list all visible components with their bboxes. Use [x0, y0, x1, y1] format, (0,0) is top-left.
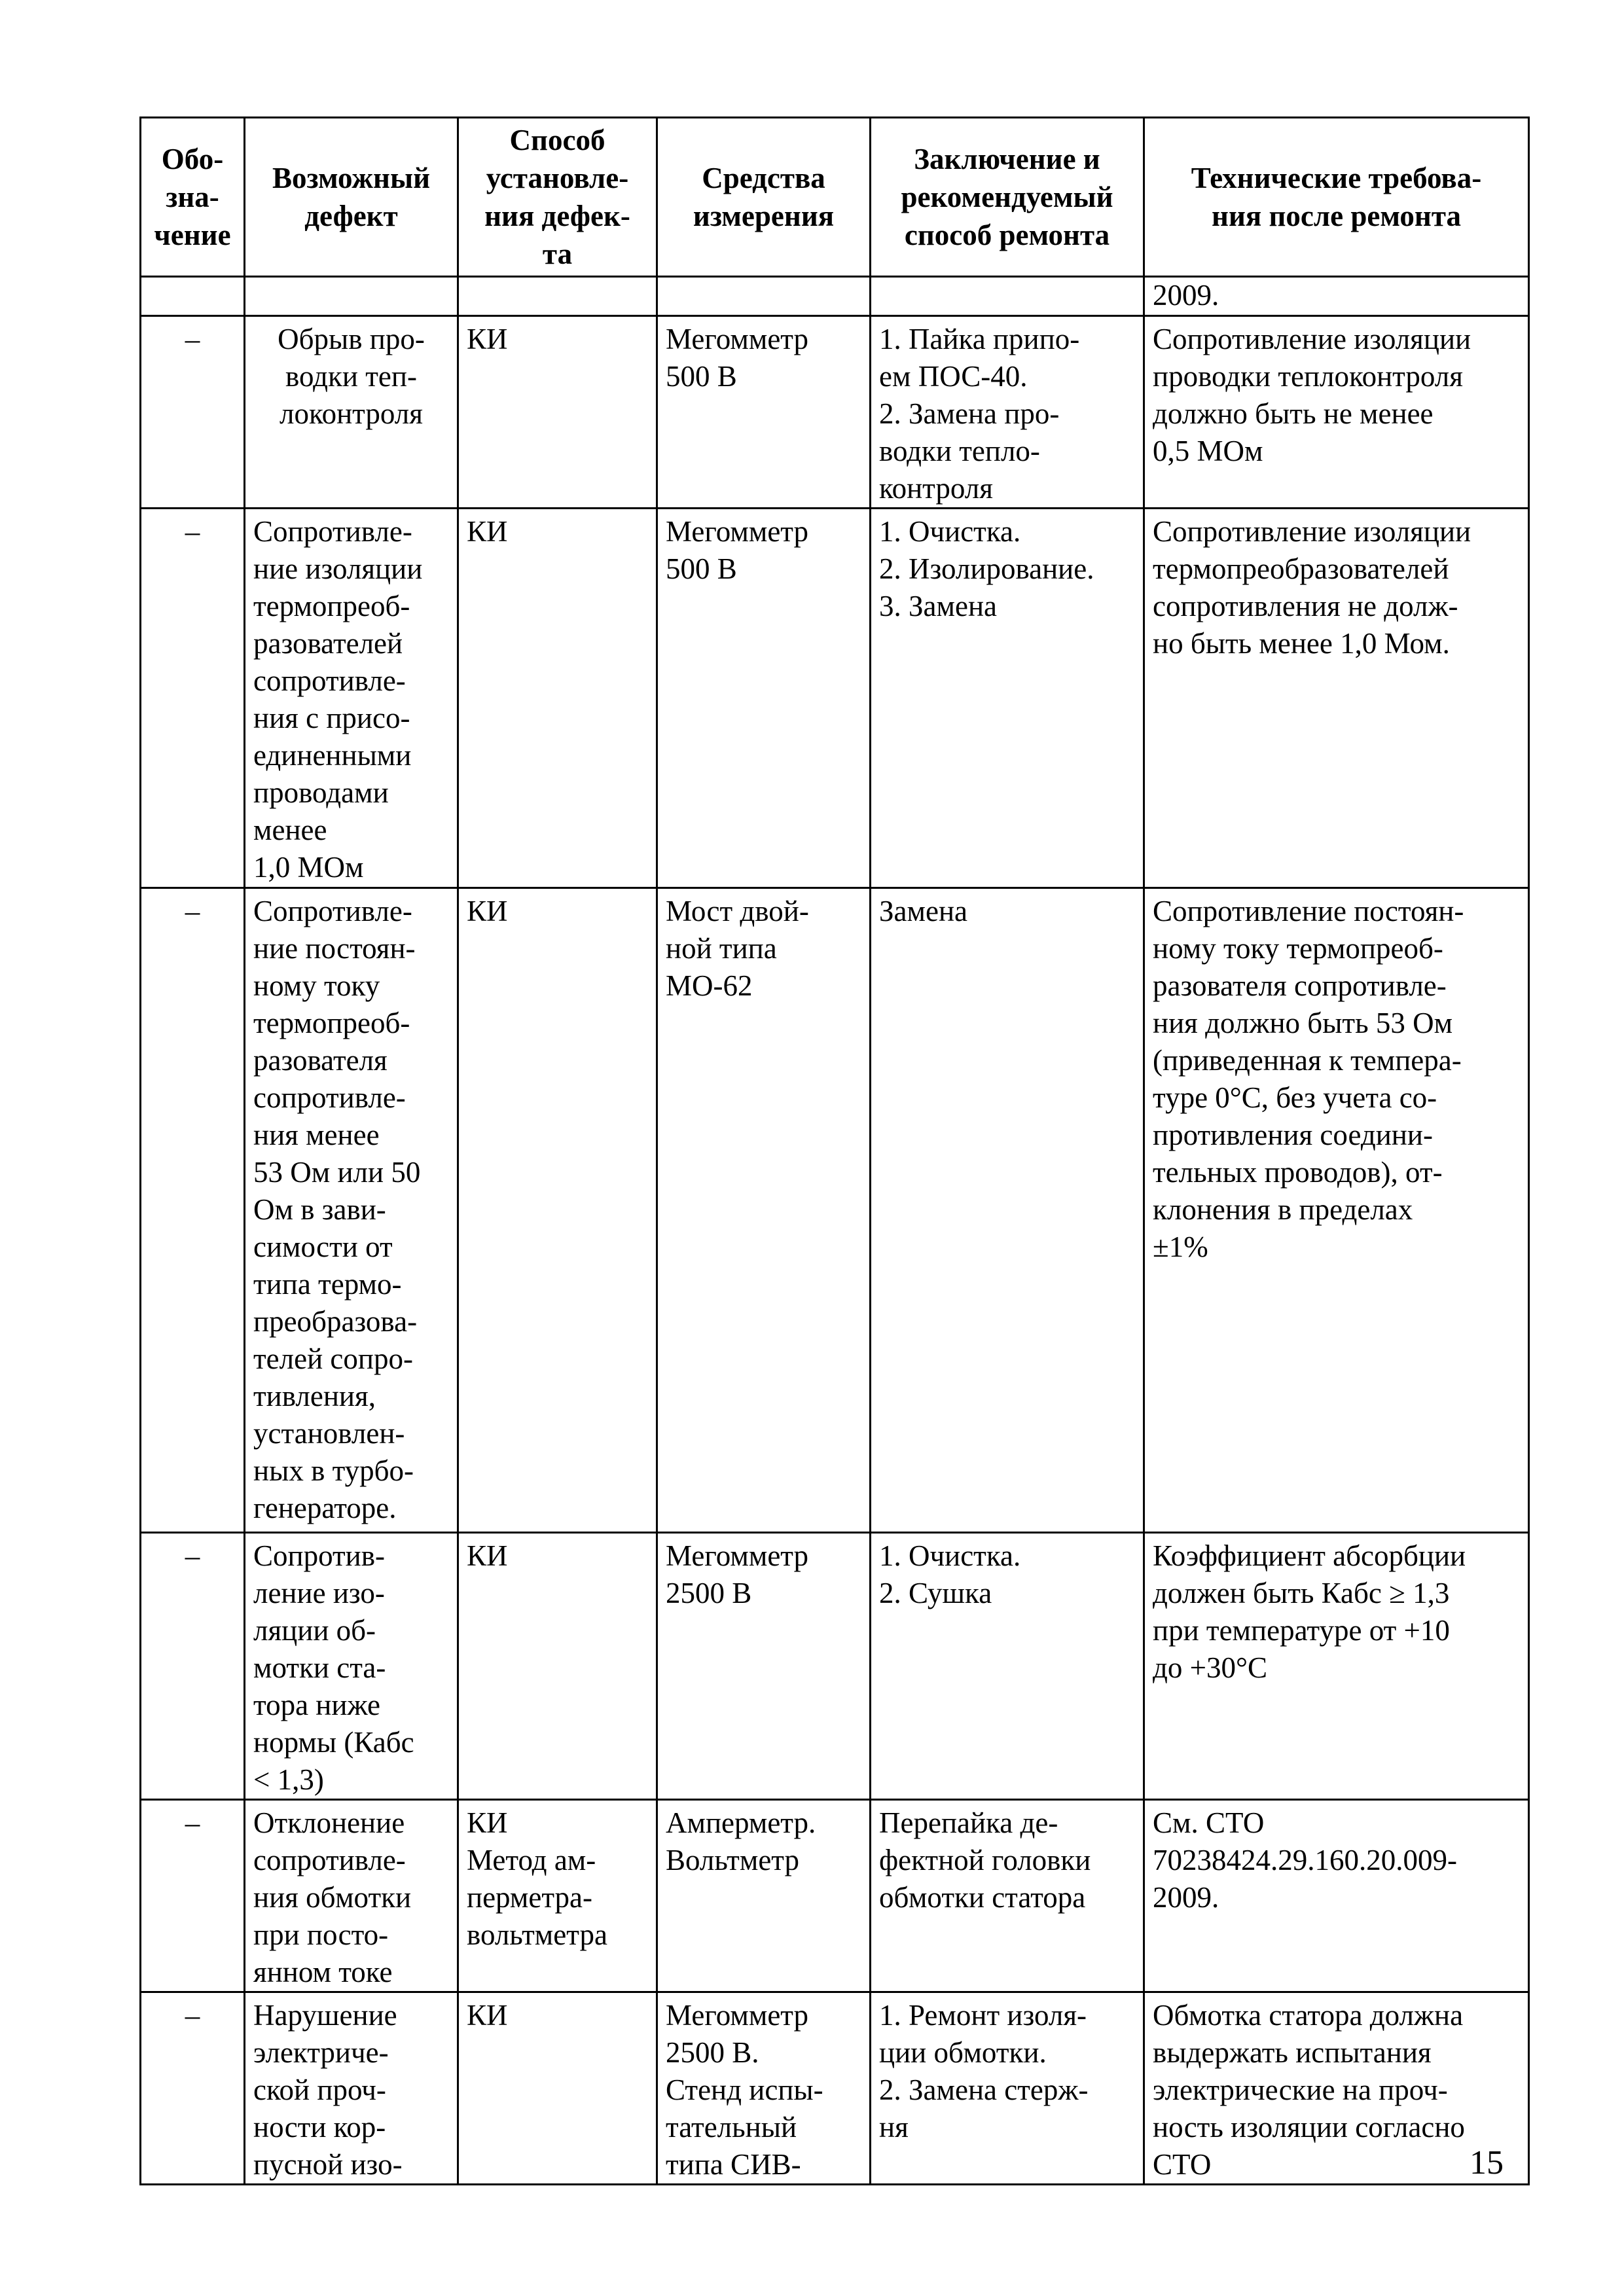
header-defect: Возможный дефект	[245, 118, 458, 277]
table-row	[141, 888, 1529, 1533]
table-row	[141, 1992, 1529, 2185]
cell-designation: –	[141, 316, 245, 509]
cell-repair: 1. Пайка припо- ем ПОС-40. 2. Замена про- водки тепло- контроля	[871, 316, 1144, 509]
cell-empty	[657, 277, 871, 316]
cell-designation: –	[141, 1800, 245, 1992]
cell-instruments: Амперметр. Вольтметр	[657, 1800, 871, 1992]
cell-instruments: Мегомметр 500 В	[657, 316, 871, 509]
cell-defect: Отклонение сопротивле- ния обмотки при посто- янном токе	[245, 1800, 458, 1992]
cell-defect: Сопротивле- ние постоян- ному току термопреоб- разователя сопротивле- ния менее 53 Ом или 50 Ом в зави- симости от типа термо- преобразова- телей сопро- тивления, установлен- ных в турбо- генераторе.	[245, 888, 458, 1533]
cell-defect: Сопротивле- ние изоляции термопреоб- разователей сопротивле- ния с присо- единенными проводами менее 1,0 МОм	[245, 509, 458, 888]
cell-method: КИ	[458, 509, 657, 888]
table-row	[141, 316, 1529, 509]
cell-empty	[458, 277, 657, 316]
cell-defect: Нарушение электриче- ской проч- ности кор- пусной изо-	[245, 1992, 458, 2185]
header-method: Способ установле- ния дефек- та	[458, 118, 657, 277]
cell-defect: Сопротив- ление изо- ляции об- мотки ста- тора ниже нормы (Кабс < 1,3)	[245, 1533, 458, 1800]
cell-empty	[245, 277, 458, 316]
cell-method: КИ	[458, 1992, 657, 2185]
defects-table	[139, 117, 1530, 2185]
cell-requirements: См. СТО 70238424.29.160.20.009- 2009.	[1144, 1800, 1529, 1992]
cell-repair: 1. Ремонт изоля- ции обмотки. 2. Замена стерж- ня	[871, 1992, 1144, 2185]
cell-empty	[141, 277, 245, 316]
cell-instruments: Мегомметр 500 В	[657, 509, 871, 888]
cell-repair: 1. Очистка. 2. Изолирование. 3. Замена	[871, 509, 1144, 888]
table-row	[141, 509, 1529, 888]
table-row	[141, 1800, 1529, 1992]
cell-defect: Обрыв про- водки теп- локонтроля	[245, 316, 458, 509]
cell-requirements: Сопротивление изоляции термопреобразователей сопротивления не долж- но быть менее 1,0 Мом.	[1144, 509, 1529, 888]
header-designation: Обо- зна- чение	[141, 118, 245, 277]
table-header-row	[141, 118, 1529, 277]
cell-instruments: Мост двой- ной типа МО-62	[657, 888, 871, 1533]
cell-instruments: Мегомметр 2500 В	[657, 1533, 871, 1800]
cell-requirements: Сопротивление изоляции проводки теплоконтроля должно быть не менее 0,5 МОм	[1144, 316, 1529, 509]
cell-requirements: Обмотка статора должна выдержать испытания электрические на проч- ность изоляции согласно СТО	[1144, 1992, 1529, 2185]
cell-repair: 1. Очистка. 2. Сушка	[871, 1533, 1144, 1800]
cell-designation: –	[141, 1533, 245, 1800]
cell-designation: –	[141, 888, 245, 1533]
table-row-continuation	[141, 277, 1529, 316]
cell-method: КИ	[458, 1533, 657, 1800]
cell-empty	[871, 277, 1144, 316]
cell-method: КИ	[458, 316, 657, 509]
cell-method: КИ Метод ам- перметра- вольтметра	[458, 1800, 657, 1992]
cell-requirements: Коэффициент абсорбции должен быть Кабс ≥ 1,3 при температуре от +10 до +30°С	[1144, 1533, 1529, 1800]
header-requirements: Технические требова- ния после ремонта	[1144, 118, 1529, 277]
cell-requirements: Сопротивление постоян- ному току термопреоб- разователя сопротивле- ния должно быть 53 Ом (приведенная к темпера- туре 0°С, без учета со- противления соедини- тельных проводов), от- клонения в пределах ±1%	[1144, 888, 1529, 1533]
cell-repair: Замена	[871, 888, 1144, 1533]
header-repair: Заключение и рекомендуемый способ ремонта	[871, 118, 1144, 277]
cell-repair: Перепайка де- фектной головки обмотки статора	[871, 1800, 1144, 1992]
page-number: 15	[1470, 2144, 1504, 2181]
cell-designation: –	[141, 509, 245, 888]
cell-requirements: 2009.	[1144, 277, 1529, 316]
cell-instruments: Мегомметр 2500 В. Стенд испы- тательный типа СИВ-	[657, 1992, 871, 2185]
table-row	[141, 1533, 1529, 1800]
header-instruments: Средства измерения	[657, 118, 871, 277]
cell-method: КИ	[458, 888, 657, 1533]
cell-designation: –	[141, 1992, 245, 2185]
